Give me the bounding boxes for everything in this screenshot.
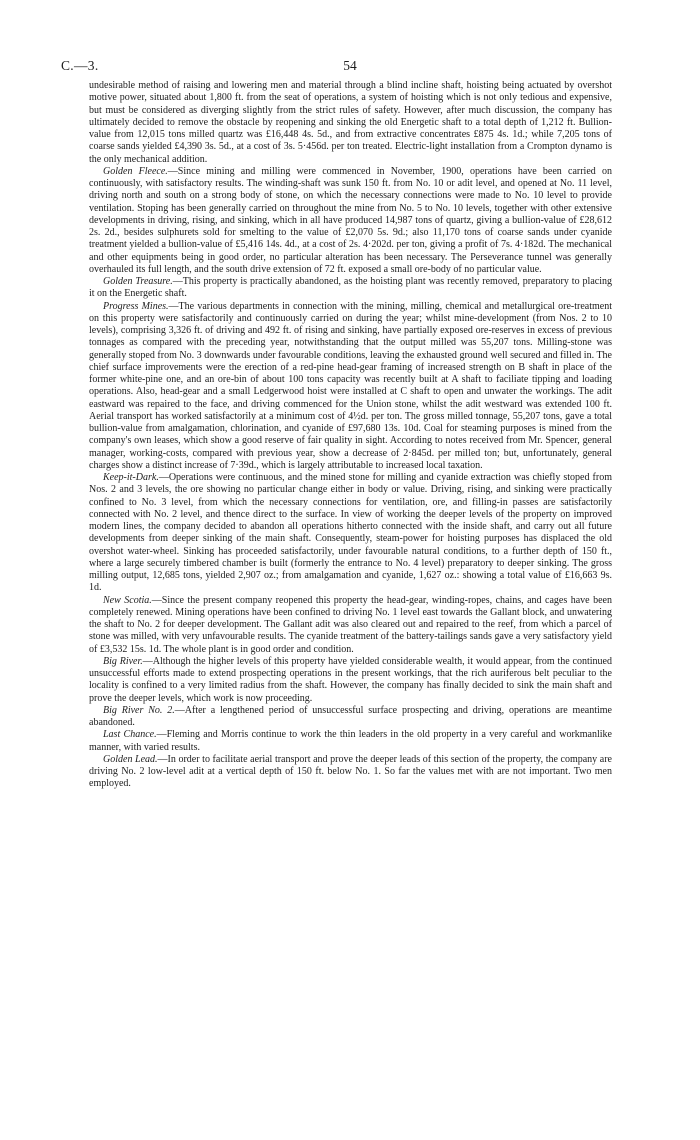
report-body xyxy=(89,80,612,791)
paragraph-big-river-no-2 xyxy=(89,705,612,730)
paragraph-golden-fleece xyxy=(89,166,612,276)
mine-heading: Big River No. 2. xyxy=(103,704,175,716)
paragraph-text: —In order to facilitate aerial transport and prove the deeper leads of this section of the property, the company are driving No. 2 low-level adit at a vertical depth of 150 ft. below No. 1. So far the values met with are not important. Two men employed. xyxy=(89,753,612,790)
paragraph-text: —Since mining and milling were commenced in November, 1900, operations have been carried on continuously, with satisfactory results. The winding-shaft was sunk 150 ft. from No. 10 or adit level, and opened at No. 11 level, driving north and south on a strong body of stone, on which the necessary connections were made to No. 10 level to provide ventilation. Stoping has been generally carried on throughout the mine from No. 5 to No. 10 levels, together with other extensive developments in driving, rising, and sinking, which in all have produced 14,987 tons of quartz, giving a bullion-value of £28,612 2s. 2d., besides sulphurets sold for smelting to the value of £2,070 5s. 9d.; also 11,170 tons of coarse sands under cyanide treatment yielded a bullion-value of £5,416 14s. 4d., at a cost of 2s. 4·202d. per ton, giving a profit of 7s. 4·182d. The mechanical and other equipments being in good order, no particular alteration has been necessary. The Perseverance tunnel was generally overhauled its full length, and the south drive extension of 72 ft. exposed a small ore-body of no particular value. xyxy=(89,165,612,275)
mine-heading: Golden Lead. xyxy=(103,753,158,765)
mine-heading: Golden Fleece. xyxy=(103,165,168,177)
document-reference: C.—3. xyxy=(61,58,99,73)
paragraph-new-scotia xyxy=(89,595,612,656)
paragraph-golden-lead xyxy=(89,754,612,791)
paragraph-big-river xyxy=(89,656,612,705)
mine-heading: New Scotia. xyxy=(103,594,152,606)
mine-heading: Keep-it-Dark. xyxy=(103,472,159,483)
paragraph-text: undesirable method of raising and lowering men and material through a blind incline shaft, hoisting being actuated by overshot motive power, situated about 1,800 ft. from the seat of operations, a system of hoisting which is not only tedious and expensive, but must be considered as diverging slightly from the strict rules of safety. However, after much discussion, the company has ultimately decided to remove the obstacle by reopening and sinking the old Energetic shaft to a total depth of 1,212 ft. Bullion-value from 12,015 tons milled quartz was £16,448 4s. 5d., and from extractive concentrates £875 4s. 1d.; while 7,205 tons of coarse sands yielded £4,390 3s. 5d., at a cost of 3s. 5·456d. per ton treated. Electric-light installation from a Crompton dynamo is the only mechanical addition. xyxy=(89,80,612,165)
paragraph-text: —The various departments in connection with the mining, milling, chemical and metallurgical ore-treatment on this property were satisfactorily and continuously carried on during the year; whilst mine-development (from Nos. 2 to 10 levels), comprising 3,326 ft. of driving and 492 ft. of rising and sinking, have partially exposed ore-reserves in excess of previous tonnages as compared with the preceding year, notwithstanding that the output milled was 55,207 tons. Milling-stone was generally stoped from No. 3 downwards under favourable conditions, leaving the exhausted ground well secured and filled in. The chief surface improvements were the erection of a red-pine head-gear framing of increased strength on B shaft in place of the former white-pine one, and an ore-bin of about 100 tons capacity was recently built at A shaft to faciliate tipping and loading operations. Also, head-gear and a small Ledgerwood hoist were installed at C shaft to open and unwater the workings. The adit eastward was repaired to the face, and driving commenced for the Union stone, whilst the adit westward was extended 100 ft. Aerial transport has worked satisfactorily at a minimum cost of 4½d. per ton. The gross milled tonnage, 55,207 tons, gave a total bullion-value from amalgamation, chlorination, and cyanide of £97,680 13s. 10d. Coal for steaming purposes is mined from the company's own leases, which show a good reserve of fair quality in sight. According to notes received from Mr. Spencer, general manager, working-costs, compared with previous year, show a decrease of 2·845d. per milled ton; but, unfortunately, general charges show a distinct increase of 7·39d., which is largely attributable to increased local taxation. xyxy=(89,300,613,471)
page-header xyxy=(61,58,639,76)
mine-heading: Last Chance. xyxy=(103,729,157,741)
paragraph-last-chance xyxy=(89,729,612,754)
mine-heading: Big River. xyxy=(103,655,143,667)
paragraph-text: —Operations were continuous, and the mined stone for milling and cyanide extraction was chiefly stoped from Nos. 2 and 3 levels, the ore showing no particular change either in body or value. Driving, rising, and sinking were practically confined to No. 3 level, from which the necessary connections for ventilation, ore, and filling-in passes are satisfactorily connected with No. 2 level, and thence direct to the surface. In view of working the deeper levels of the property on improved modern lines, the company decided to abandon all operations hitherto connected with the inside shaft, and carry out all future developments from deeper sinking of the main shaft. Consequently, steam-power for hoisting purposes has displaced the old overshot water-wheel. Sinking has proceeded satisfactorily, under favourable natural conditions, to a further depth of 150 ft., where a large securely timbered chamber is built (formerly the entrance to No. 4 level) preparatory to deeper sinking. The gross milling output, 12,685 tons, yielded 2,907 oz.; from amalgamation and cyanide, 1,627 oz.: showing a total value of £16,663 9s. 1d. xyxy=(89,472,612,594)
paragraph-text: —Since the present company reopened this property the head-gear, winding-ropes, chains, and cages have been completely renewed. Mining operations have been confined to driving No. 1 level east towards the Gallant block, and unwatering the shaft to No. 2 for deeper development. The Gallant adit was also cleared out and repaired to the reef, from which a parcel of stone was milled, with very unfavourable results. The cyanide treatment of the battery-tailings sands gave a very satisfactory yield of £3,532 15s. 1d. The whole plant is in good order and condition. xyxy=(89,594,612,655)
paragraph-continuation xyxy=(89,80,612,166)
paragraph-text: —This property is practically abandoned, as the hoisting plant was recently removed, preparatory to placing it on the Energetic shaft. xyxy=(89,276,612,300)
mine-heading: Progress Mines. xyxy=(103,300,169,312)
mine-heading: Golden Treasure. xyxy=(103,276,173,287)
paragraph-text: —Fleming and Morris continue to work the thin leaders in the old property in a very careful and workmanlike manner, with varied results. xyxy=(89,729,612,753)
paragraph-golden-treasure xyxy=(89,276,612,301)
page-number: 54 xyxy=(343,58,357,73)
paragraph-text: —Although the higher levels of this property have yielded considerable wealth, it would appear, from the continued unsuccessful efforts made to extend prospecting operations in the present workings, that the rich auriferous belt peculiar to the locality is confined to a very limited radius from the shaft. However, the company has finally decided to sink the main shaft and prove the deeper levels, which work is now proceeding. xyxy=(89,655,612,704)
paragraph-text: —After a lengthened period of unsuccessful surface prospecting and driving, operations are meantime abandoned. xyxy=(89,704,612,728)
paragraph-progress-mines xyxy=(89,301,612,473)
paragraph-keep-it-dark xyxy=(89,472,612,595)
